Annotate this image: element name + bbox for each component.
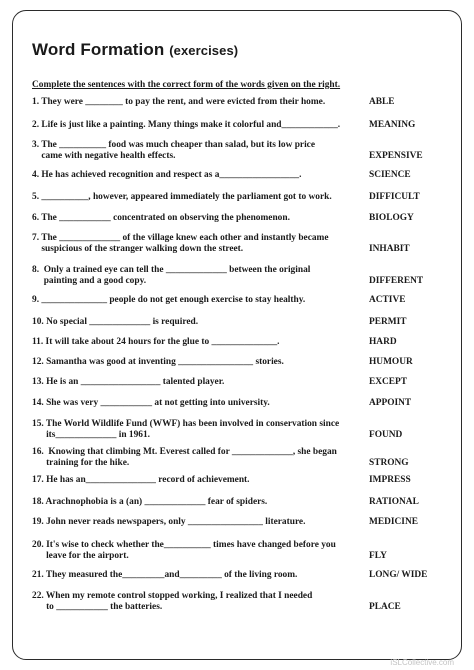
- base-word: FOUND: [369, 430, 403, 440]
- base-word: DIFFICULT: [369, 192, 420, 202]
- exercise-sentence: [32, 97, 362, 108]
- exercise-item: [32, 419, 452, 449]
- exercise-sentence: [32, 265, 362, 287]
- base-word: HARD: [369, 337, 397, 347]
- base-word: ABLE: [369, 97, 395, 107]
- base-word: STRONG: [369, 458, 409, 468]
- title-subtitle: (exercises): [169, 43, 239, 58]
- exercise-sentence: [32, 357, 362, 368]
- sentence-line: 18. Arachnophobia is a (an) _____________ fear of spiders.: [32, 497, 268, 507]
- exercise-sentence: [32, 591, 362, 613]
- base-word: MEANING: [369, 120, 416, 130]
- sentence-line: 20. It's wise to check whether the__________ times have changed before you: [32, 540, 336, 550]
- sentence-line: its_____________ in 1961.: [32, 430, 150, 440]
- base-word: DIFFERENT: [369, 276, 424, 286]
- base-word: SCIENCE: [369, 170, 411, 180]
- exercise-item: [32, 265, 452, 295]
- watermark: iSLCollective.com: [390, 658, 454, 667]
- exercise-sentence: [32, 233, 362, 255]
- base-word: APPOINT: [369, 398, 412, 408]
- page-title: [32, 40, 238, 60]
- exercise-item: [32, 540, 452, 570]
- exercise-sentence: [32, 192, 362, 203]
- sentence-line: leave for the airport.: [32, 551, 129, 561]
- exercise-sentence: [32, 295, 362, 306]
- sentence-line: 13. He is an _________________ talented player.: [32, 377, 225, 387]
- base-word: RATIONAL: [369, 497, 419, 507]
- sentence-line: 5. __________, however, appeared immediately the parliament got to work.: [32, 192, 332, 202]
- base-word: INHABIT: [369, 244, 410, 254]
- exercise-sentence: [32, 317, 362, 328]
- exercise-sentence: [32, 540, 362, 562]
- sentence-line: painting and a good copy.: [32, 276, 147, 286]
- exercise-sentence: [32, 517, 362, 528]
- sentence-line: 10. No special _____________ is required.: [32, 317, 199, 327]
- exercise-sentence: [32, 120, 362, 131]
- exercise-sentence: [32, 140, 362, 162]
- exercise-item: [32, 447, 452, 477]
- base-word: BIOLOGY: [369, 213, 414, 223]
- sentence-line: 7. The _____________ of the village knew each other and instantly became: [32, 233, 329, 243]
- exercise-item: [32, 140, 452, 170]
- exercise-sentence: [32, 447, 362, 469]
- sentence-line: to ___________ the batteries.: [32, 602, 163, 612]
- exercise-sentence: [32, 377, 362, 388]
- base-word: MEDICINE: [369, 517, 418, 527]
- sentence-line: came with negative health effects.: [32, 151, 176, 161]
- base-word: PERMIT: [369, 317, 407, 327]
- exercise-sentence: [32, 475, 362, 486]
- sentence-line: 15. The World Wildlife Fund (WWF) has been involved in conservation since: [32, 419, 340, 429]
- exercise-sentence: [32, 398, 362, 409]
- exercise-sentence: [32, 570, 362, 581]
- sentence-line: 12. Samantha was good at inventing ________________ stories.: [32, 357, 284, 367]
- exercise-sentence: [32, 337, 362, 348]
- sentence-line: 3. The __________ food was much cheaper than salad, but its low price: [32, 140, 316, 150]
- sentence-line: 19. John never reads newspapers, only ________________ literature.: [32, 517, 306, 527]
- sentence-line: 21. They measured the_________and_________ of the living room.: [32, 570, 298, 580]
- sentence-line: 22. When my remote control stopped working, I realized that I needed: [32, 591, 313, 601]
- exercise-item: [32, 591, 452, 621]
- base-word: EXPENSIVE: [369, 151, 423, 161]
- base-word: LONG/ WIDE: [369, 570, 428, 580]
- sentence-line: 4. He has achieved recognition and respect as a_________________.: [32, 170, 302, 180]
- exercise-sentence: [32, 170, 362, 181]
- base-word: ACTIVE: [369, 295, 406, 305]
- exercise-sentence: [32, 419, 362, 441]
- sentence-line: 14. She was very ___________ at not getting into university.: [32, 398, 270, 408]
- instructions: Complete the sentences with the correct form of the words given on the right.: [32, 80, 341, 90]
- sentence-line: 2. Life is just like a painting. Many things make it colorful and____________.: [32, 120, 341, 130]
- base-word: IMPRESS: [369, 475, 411, 485]
- sentence-line: 6. The ___________ concentrated on observing the phenomenon.: [32, 213, 290, 223]
- exercise-item: [32, 233, 452, 263]
- base-word: FLY: [369, 551, 387, 561]
- sentence-line: 8. Only a trained eye can tell the _____________ between the original: [32, 265, 311, 275]
- sentence-line: training for the hike.: [32, 458, 130, 468]
- sentence-line: 17. He has an_______________ record of achievement.: [32, 475, 250, 485]
- sentence-line: 16. Knowing that climbing Mt. Everest called for _____________, she began: [32, 447, 337, 457]
- base-word: PLACE: [369, 602, 401, 612]
- base-word: HUMOUR: [369, 357, 413, 367]
- sentence-line: suspicious of the stranger walking down the street.: [32, 244, 244, 254]
- exercise-sentence: [32, 497, 362, 508]
- exercise-sentence: [32, 213, 362, 224]
- sentence-line: 1. They were ________ to pay the rent, and were evicted from their home.: [32, 97, 326, 107]
- sentence-line: 9. ______________ people do not get enough exercise to stay healthy.: [32, 295, 306, 305]
- title-main: Word Formation: [32, 40, 165, 59]
- sentence-line: 11. It will take about 24 hours for the glue to ______________.: [32, 337, 280, 347]
- base-word: EXCEPT: [369, 377, 408, 387]
